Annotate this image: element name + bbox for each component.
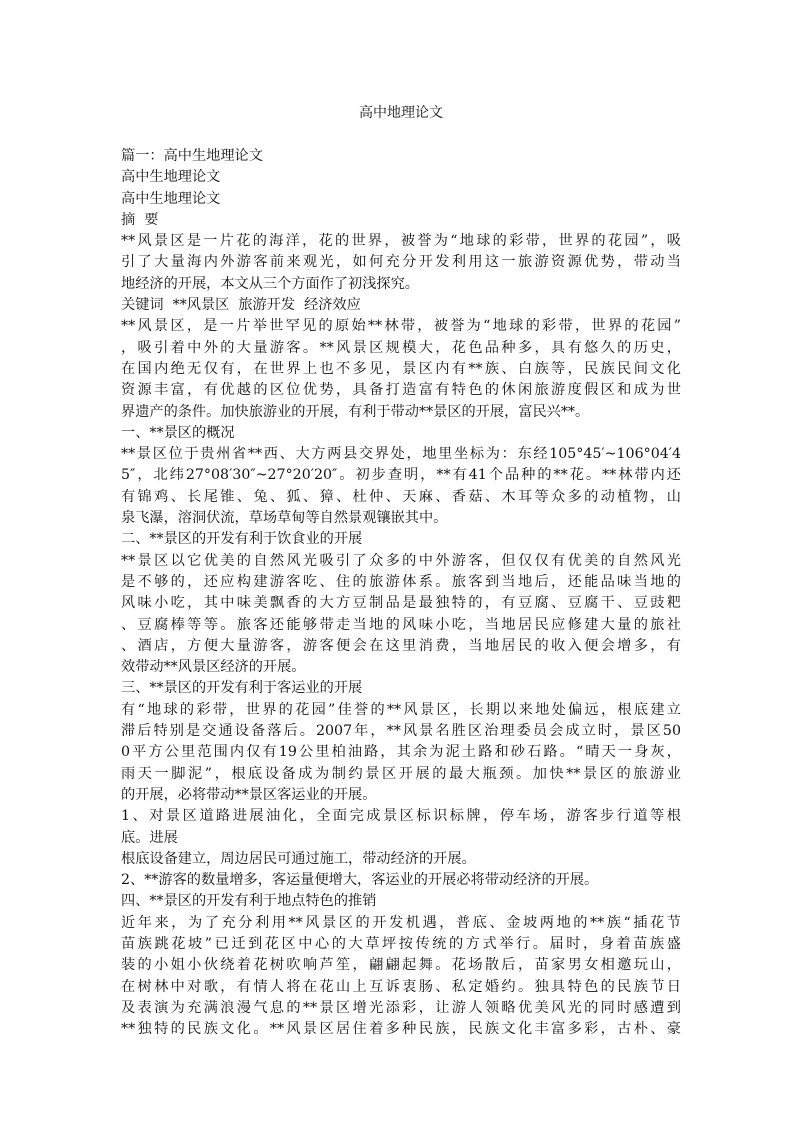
text-line: 摘 要	[121, 211, 159, 228]
text-line: 近年来，为了充分利用**风景区的开发机遇，普底、金坡两地的**族“插花节	[121, 914, 681, 931]
text-line: 高中生地理论文	[121, 169, 221, 186]
text-line: 苗族跳花坡”已迁到花区中心的大草坪按传统的方式举行。届时，身着苗族盛	[121, 935, 681, 952]
text-line: 一、**景区的概况	[121, 424, 235, 441]
document-body	[121, 146, 681, 1040]
text-line: 及表演为充满浪漫气息的**景区增光添彩，让游人领略优美风光的同时感遭到	[121, 999, 681, 1016]
text-line: 根底设备建立，周边居民可通过施工，带动经济的开展。	[121, 850, 476, 867]
text-line: 底。进展	[121, 829, 178, 846]
text-line: 风味小吃，其中味美飘香的大方豆制品是最独特的，有豆腐、豆腐干、豆豉粑	[121, 595, 681, 612]
text-line: 有锦鸡、长尾锥、兔、狐、獐、杜仲、天麻、香菇、木耳等众多的动植物，山	[121, 488, 681, 505]
text-line: **风景区是一片花的海洋，花的世界，被誉为“地球的彩带，世界的花园”，吸	[121, 233, 681, 250]
text-line: 效带动**风景区经济的开展。	[121, 659, 306, 676]
text-line: 二、**景区的开发有利于饮食业的开展	[121, 531, 363, 548]
text-line: 四、**景区的开发有利于地点特色的推销	[121, 893, 377, 910]
text-line: 在树林中对歌，有情人将在花山上互诉衷肠、私定婚约。独具特色的民族节日	[121, 978, 681, 995]
text-line: 在国内绝无仅有，在世界上也不多见，景区内有**族、白族等，民族民间文化	[121, 360, 681, 377]
text-line: 装的小姐小伙绕着花树吹响芦笙，翩翩起舞。花场散后，苗家男女相邀玩山，	[121, 957, 681, 974]
text-line: 有“地球的彩带，世界的花园”佳誉的**风景区，长期以来地处偏远，根底建立	[121, 701, 681, 718]
text-line: ，吸引着中外的大量游客。**风景区规模大，花色品种多，具有悠久的历史，	[121, 339, 681, 356]
text-line: 滞后特别是交通设备落后。2007年，**风景名胜区治理委员会成立时，景区50	[121, 723, 681, 740]
text-line: 三、**景区的开发有利于客运业的开展	[121, 680, 363, 697]
text-line: **景区以它优美的自然风光吸引了众多的中外游客，但仅仅有优美的自然风光	[121, 552, 681, 569]
text-line: 泉飞瀑，溶洞伏流，草场草甸等自然景观镶嵌其中。	[121, 510, 448, 527]
text-line: 0平方公里范围内仅有19公里柏油路，其余为泥土路和砂石路。“晴天一身灰，	[121, 744, 681, 761]
text-line: 5″，北纬27°08′30″~27°20′20″。初步查明，**有41个品种的**花。**林带内还	[121, 467, 681, 484]
text-line: 界遗产的条件。加快旅游业的开展，有利于带动**景区的开展，富民兴**。	[121, 403, 590, 420]
document-title: 高中地理论文	[359, 105, 443, 121]
text-line: **景区位于贵州省**西、大方两县交界处，地里坐标为：东经105°45′~106°04′4	[121, 446, 681, 463]
text-line: 雨天一脚泥”，根底设备成为制约景区开展的最大瓶颈。加快**景区的旅游业	[121, 765, 681, 782]
text-line: 关键词 **风景区 旅游开发 经济效应	[121, 297, 361, 314]
text-line: 篇一：高中生地理论文	[121, 148, 263, 164]
text-line: 是不够的，还应构建游客吃、住的旅游体系。旅客到当地后，还能品味当地的	[121, 573, 681, 590]
text-line: **独特的民族文化。**风景区居住着多种民族，民族文化丰富多彩，古朴、豪	[121, 1021, 681, 1038]
text-line: **风景区，是一片举世罕见的原始**林带，被誉为“地球的彩带，世界的花园”	[121, 318, 681, 335]
text-line: 引了大量海内外游客前来观光，如何充分开发利用这一旅游资源优势，带动当	[121, 254, 681, 271]
text-line: 高中生地理论文	[121, 190, 221, 207]
text-line: 1、对景区道路进展油化，全面完成景区标识标牌，停车场，游客步行道等根	[121, 808, 681, 825]
text-line: 的开展，必将带动**景区客运业的开展。	[121, 786, 377, 803]
text-line: 、豆腐棒等等。旅客还能够带走当地的风味小吃，当地居民应修建大量的旅社	[121, 616, 681, 633]
text-line: 地经济的开展，本文从三个方面作了初浅探究。	[121, 275, 419, 292]
text-line: 、酒店，方便大量游客，游客便会在这里消费，当地居民的收入便会增多，有	[121, 637, 681, 654]
text-line: 资源丰富，有优越的区位优势，具备打造富有特色的休闲旅游度假区和成为世	[121, 382, 681, 399]
text-line: 2、**游客的数量增多，客运量便增大，客运业的开展必将带动经济的开展。	[121, 872, 599, 889]
